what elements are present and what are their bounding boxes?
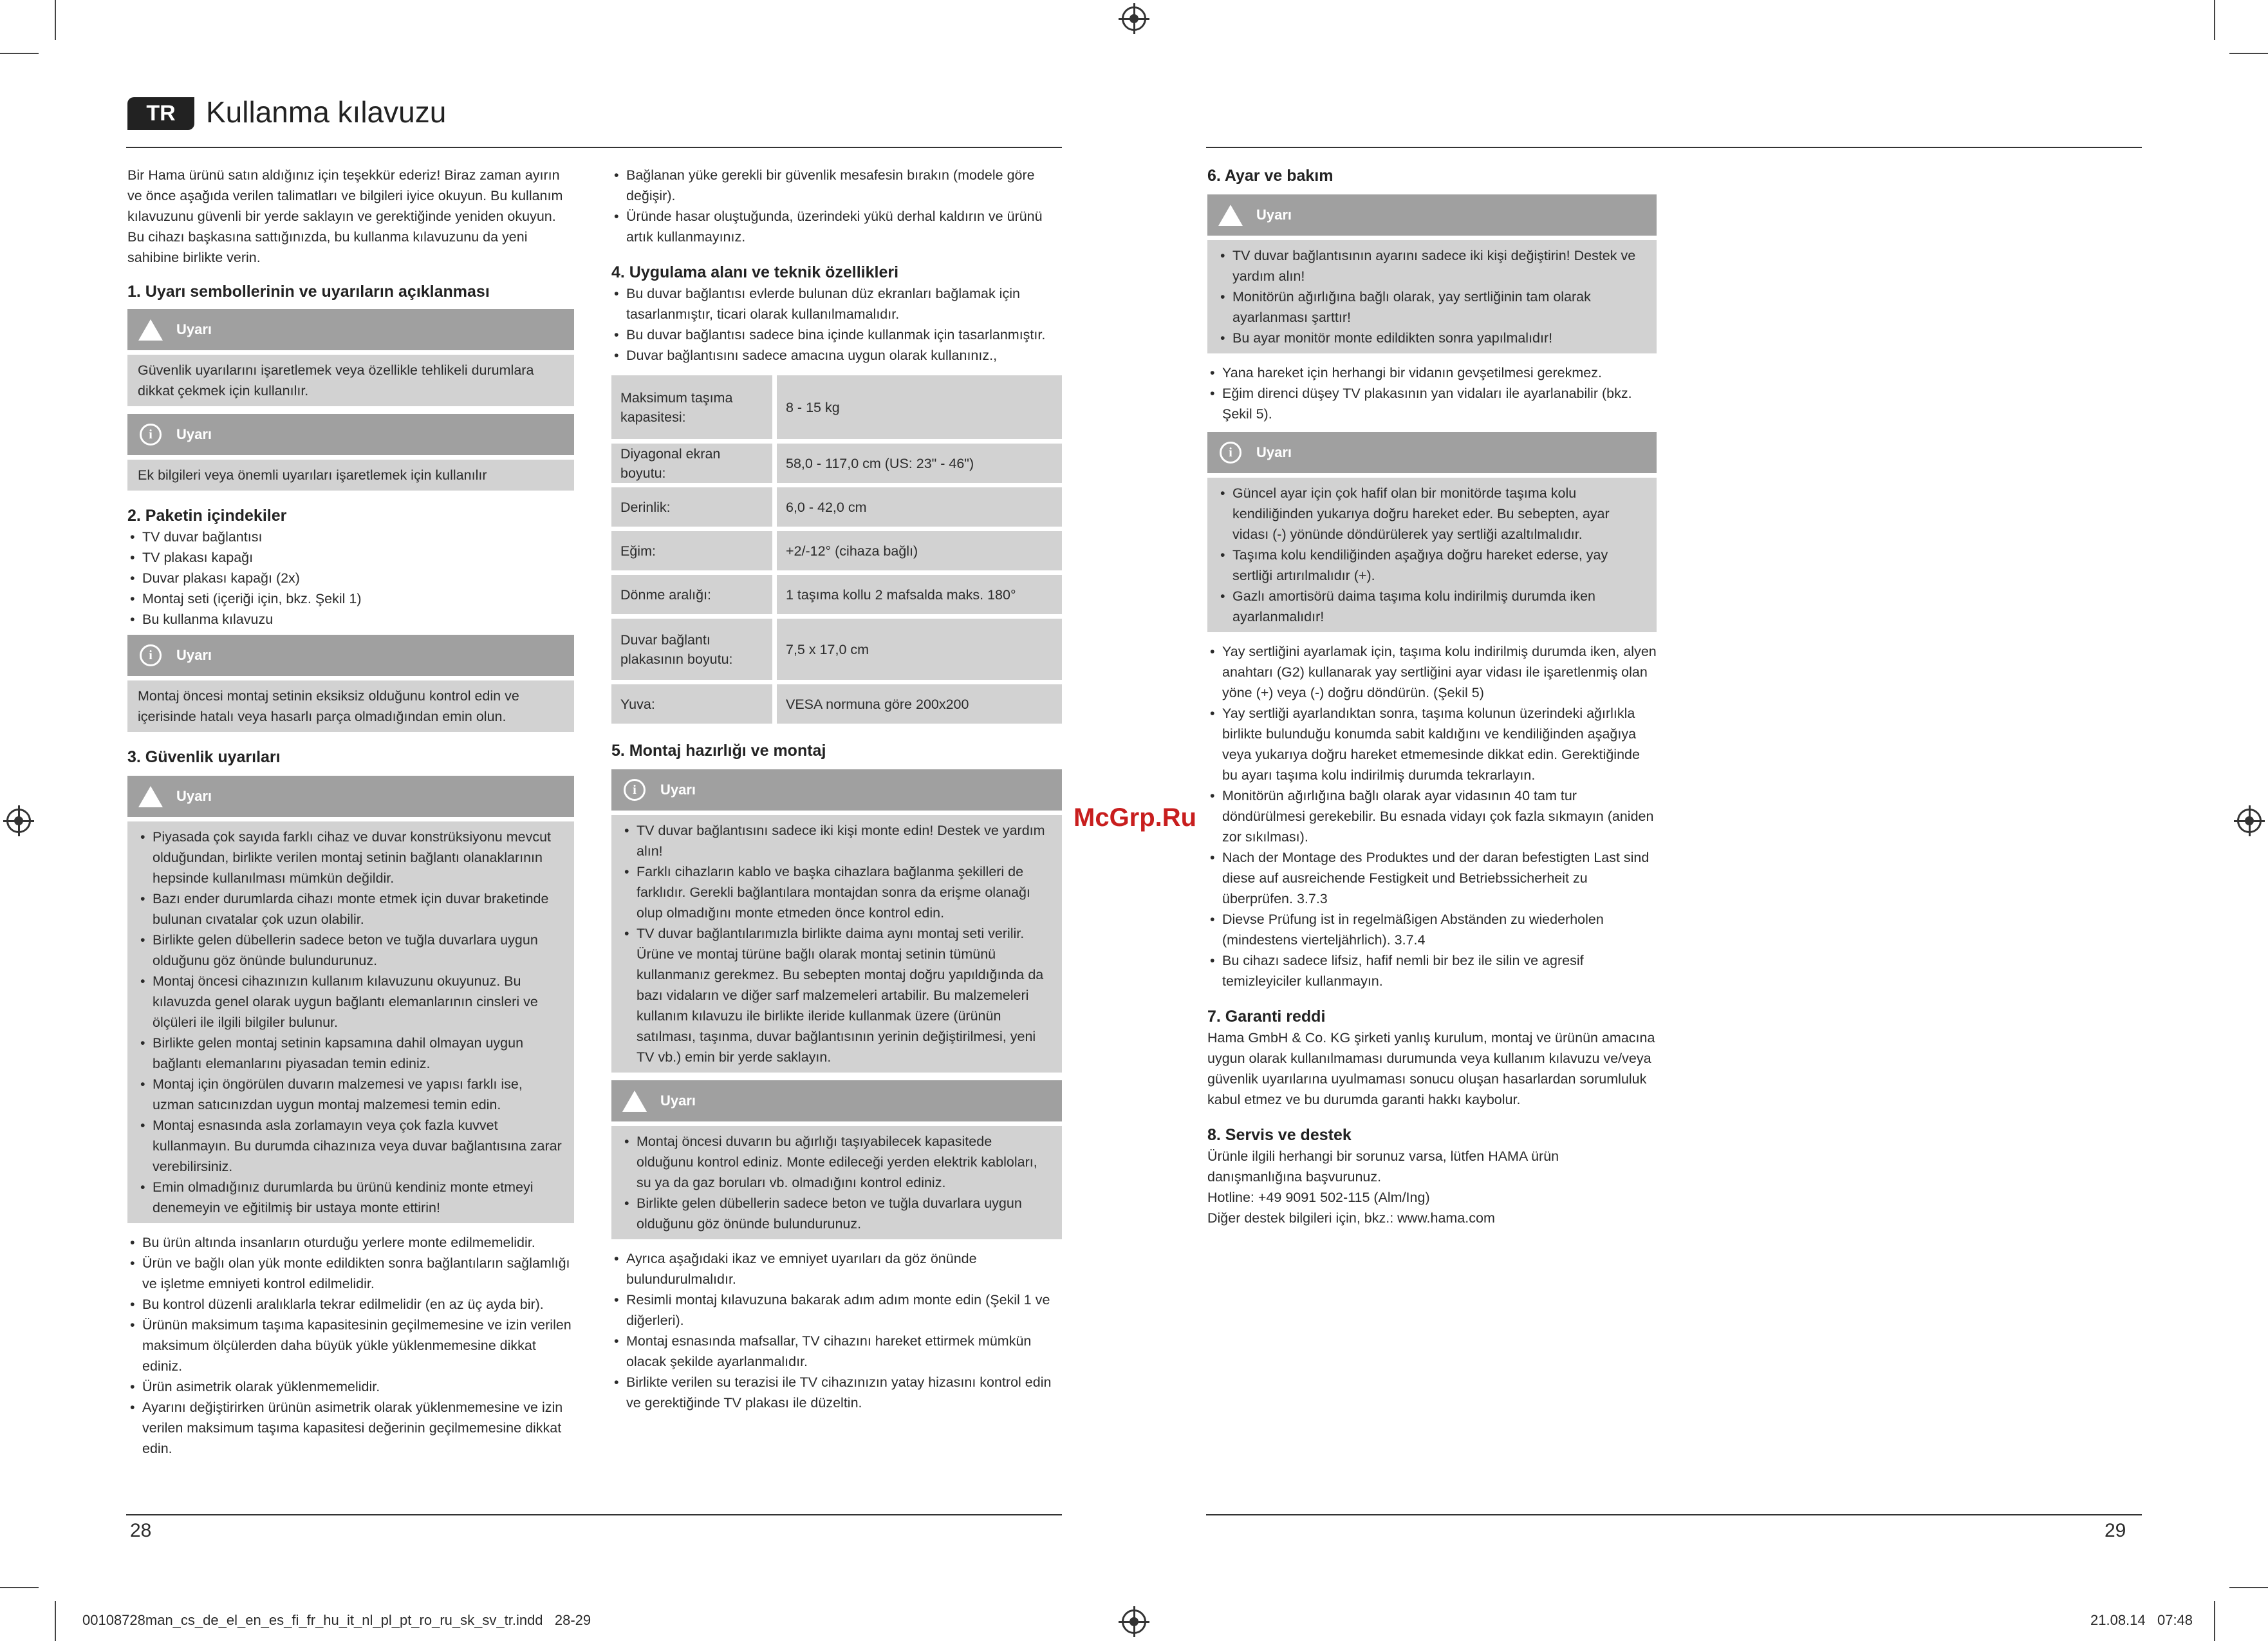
info-box [611, 769, 1062, 1073]
warning-body [611, 1126, 1062, 1239]
registration-mark-icon [1122, 6, 1146, 31]
list-item: • Bağlanan yüke gerekli bir güvenlik mesafesin bırakın (modele göre değişir). [611, 165, 1062, 206]
warning-head: Uyarı [127, 309, 574, 350]
warning-triangle-icon [138, 317, 163, 342]
warning-triangle-icon [622, 1088, 647, 1114]
crop-mark [2229, 53, 2268, 54]
section-3-title: 3. Güvenlik uyarıları [127, 748, 281, 766]
section-1-title: 1. Uyarı sembollerinin ve uyarıların açıklanması [127, 283, 490, 301]
table-row [611, 619, 1062, 680]
list-item: • Birlikte gelen dübellerin sadece beton ve tuğla duvarlara uygun olduğunu göz önünde bulundurunuz. [138, 930, 564, 971]
list-item: • Bu kullanma kılavuzu [127, 609, 574, 630]
service-line: Hotline: +49 9091 502-115 (Alm/Ing) [1207, 1190, 1430, 1205]
spec-key: Yuva: [611, 684, 777, 724]
list-item: • TV plakası kapağı [127, 547, 574, 568]
list-item: • Resimli montaj kılavuzuna bakarak adım adım monte edin (Şekil 1 ve diğerleri). [611, 1289, 1062, 1331]
list-item: • Güncel ayar için çok hafif olan bir monitörde taşıma kolu kendiliğinden yukarıya doğru hareket eder. Bu sebepten, ayar vidası (-) yönünde döndürülerek yay sertliği azaltılmalıdır. [1218, 483, 1646, 545]
spec-value: 7,5 x 17,0 cm [777, 619, 1062, 680]
list-item: • Yay sertliğini ayarlamak için, taşıma kolu indirilmiş durumda iken, alyen anahtarı (G2) kullanarak yay sertliğini ayar vidası ile işaretlenmiş olan yöne (+) veya (-) doğru döndürün. (Şekil 5) [1207, 641, 1657, 703]
warning-triangle-icon [1218, 202, 1243, 228]
warning-head: Uyarı [611, 1080, 1062, 1121]
safety-list-cont [611, 165, 1062, 247]
warning-head: Uyarı [1207, 194, 1657, 236]
list-item: • Montaj esnasında mafsallar, TV cihazını hareket ettirmek mümkün olacak şekilde ayarlanmalıdır. [611, 1331, 1062, 1372]
file-slug: 00108728man_cs_de_el_en_es_fi_fr_hu_it_nl_pl_pt_ro_ru_sk_sv_tr.indd 28-29 [82, 1612, 591, 1628]
section-4-title: 4. Uygulama alanı ve teknik özellikleri [611, 263, 899, 281]
list-item: • Bu kontrol düzenli aralıklarla tekrar edilmelidir (en az üç ayda bir). [127, 1294, 574, 1315]
section-8-title: 8. Servis ve destek [1207, 1126, 1352, 1144]
crop-mark [0, 53, 39, 54]
column-2 [611, 165, 1062, 1413]
crop-mark [2214, 1601, 2215, 1641]
header-rule-right [1206, 147, 2142, 148]
registration-mark-icon [2237, 809, 2262, 833]
info-icon: i [138, 642, 163, 668]
safety-list [127, 1232, 574, 1459]
lang-badge: TR [127, 97, 194, 130]
info-icon: i [138, 422, 163, 447]
list-item: • Duvar bağlantısını sadece amacına uygun olarak kullanınız., [611, 345, 1062, 366]
spec-key: Derinlik: [611, 487, 777, 527]
info-box [127, 635, 574, 732]
list-item: • Piyasada çok sayıda farklı cihaz ve duvar konstrüksiyonu mevcut olduğundan, birlikte verilen montaj setinin bağlantı olanaklarının hepsinde kullanılması mümkün değildir. [138, 827, 564, 888]
info-box [127, 414, 574, 491]
list-item: • Montaj esnasında asla zorlamayın veya çok fazla kuvvet kullanmayın. Bu durumda cihazınıza veya duvar bağlantısına zarar verebilirsiniz. [138, 1115, 564, 1177]
crop-mark [55, 0, 56, 40]
warning-body: Güvenlik uyarılarını işaretlemek veya özellikle tehlikeli durumlara dikkat çekmek için kullanılır. [127, 355, 574, 406]
service-line: Ürünle ilgili herhangi bir sorunuz varsa, lütfen HAMA ürün danışmanlığına başvurunuz. [1207, 1149, 1559, 1185]
list-item: • Bu ürün altında insanların oturduğu yerlere monte edilmemelidir. [127, 1232, 574, 1253]
info-head: i Uyarı [127, 635, 574, 676]
list-item: • Ürün ve bağlı olan yük monte edildikten sonra bağlantıların sağlamlığı ve işletme emniyeti kontrol edilmelidir. [127, 1253, 574, 1294]
list-item: • Nach der Montage des Produktes und der daran befestigten Last sind diese auf ausreichende Festigkeit und Betriebssicherheit zu überprüfen. 3.7.3 [1207, 847, 1657, 909]
section-6-title: 6. Ayar ve bakım [1207, 167, 1334, 185]
list-item: • TV duvar bağlantısı [127, 527, 574, 547]
list-item: • Farklı cihazların kablo ve başka cihazlara bağlanma şekilleri de farklıdır. Gerekli bağlantılara montajdan sonra da erişme olanağı olup olmadığını monte etmeden önce kontrol edin. [622, 861, 1052, 923]
section-2-title: 2. Paketin içindekiler [127, 507, 287, 525]
info-body: Ek bilgileri veya önemli uyarıları işaretlemek için kullanılır [127, 460, 574, 491]
list-item: • Eğim direnci düşey TV plakasının yan vidaları ile ayarlanabilir (bkz. Şekil 5). [1207, 383, 1657, 424]
list-item: • Ayrıca aşağıdaki ikaz ve emniyet uyarıları da göz önünde bulundurulmalıdır. [611, 1248, 1062, 1289]
info-head: i Uyarı [611, 769, 1062, 811]
warning-body [127, 821, 574, 1223]
spec-key: Maksimum taşıma kapasitesi: [611, 375, 777, 439]
column-3 [1207, 165, 1657, 1228]
watermark: McGrp.Ru [1074, 803, 1197, 832]
spec-value: 58,0 - 117,0 cm (US: 23" - 46") [777, 444, 1062, 483]
spec-key: Eğim: [611, 531, 777, 570]
list-item: • Bu duvar bağlantısı evlerde bulunan düz ekranları bağlamak için tasarlanmıştır, ticari olarak kullanılmamalıdır. [611, 283, 1062, 324]
page-number-left: 28 [130, 1520, 152, 1541]
spec-value: 6,0 - 42,0 cm [777, 487, 1062, 527]
warning-box [611, 1080, 1062, 1239]
table-row [611, 487, 1062, 527]
spec-value: 1 taşıma kollu 2 mafsalda maks. 180° [777, 575, 1062, 614]
spec-value: VESA normuna göre 200x200 [777, 684, 1062, 724]
info-icon: i [1218, 440, 1243, 465]
page-number-right: 29 [2105, 1520, 2126, 1541]
warning-box [1207, 194, 1657, 353]
list-item: • Gazlı amortisörü daima taşıma kolu indirilmiş durumda iken ayarlanmalıdır! [1218, 586, 1646, 627]
table-row [611, 444, 1062, 483]
list-item: • Dievse Prüfung ist in regelmäßigen Abständen zu wiederholen (mindestens vierteljährlich). 3.7.4 [1207, 909, 1657, 950]
table-row [611, 531, 1062, 570]
list-item: • Bazı ender durumlarda cihazı monte etmek için duvar braketinde bulunan cıvatalar çok uzun olabilir. [138, 888, 564, 930]
registration-mark-icon [6, 809, 31, 833]
footer-rule-right [1206, 1514, 2142, 1515]
list-item: • TV duvar bağlantılarımızla birlikte daima aynı montaj seti verilir. Ürüne ve montaj türüne bağlı olarak montaj setinin tümünü kullanmanız gerekmez. Bu sebepten montaj doğru yapıldığında da bazı vidaların ve diğer sarf malzemeleri artabilir. Bu malzemeleri kullanım kılavuzu ile birlikte ileride kullanmak üzere (ürünün satılması, taşınma, duvar bağlantısının yerinin değiştirilmesi, yeni TV vb.) emin bir yerde saklayın. [622, 923, 1052, 1067]
list-item: • Birlikte gelen montaj setinin kapsamına dahil olmayan uygun bağlantı elemanlarını piyasadan temin ediniz. [138, 1033, 564, 1074]
crop-mark [0, 1587, 39, 1588]
table-row [611, 375, 1062, 439]
info-body [611, 815, 1062, 1073]
spring-list [1207, 641, 1657, 991]
spec-key: Diyagonal ekran boyutu: [611, 444, 777, 483]
registration-mark-icon [1122, 1609, 1146, 1634]
list-item: • Ürün asimetrik olarak yüklenmemelidir. [127, 1376, 574, 1397]
spec-key: Dönme aralığı: [611, 575, 777, 614]
info-body [1207, 478, 1657, 632]
list-item: • Yana hareket için herhangi bir vidanın gevşetilmesi gerekmez. [1207, 362, 1657, 383]
warning-box [127, 309, 574, 406]
table-row [611, 684, 1062, 724]
spec-value: 8 - 15 kg [777, 375, 1062, 439]
mounting-list [611, 1248, 1062, 1413]
list-item: • Montaj öncesi duvarın bu ağırlığı taşıyabilecek kapasitede olduğunu kontrol ediniz. Monte edileceği yerden elektrik kabloları, su ya da gaz boruları vb. olmadığını kontrol ediniz. [622, 1131, 1052, 1193]
intro-text: Bir Hama ürünü satın aldığınız için teşekkür ederiz! Biraz zaman ayırın ve önce aşağıda verilen talimatları ve bilgileri iyice okuyun. Bu kullanım kılavuzunu güvenli bir yerde saklayın ve gerektiğinde yeniden okuyun. Bu cihazı başkasına sattığınızda, bu kullanma kılavuzunu da yeni sahibine birlikte verin. [127, 167, 563, 265]
usage-list [611, 283, 1062, 366]
package-list [127, 527, 574, 630]
list-item: • Üründe hasar oluştuğunda, üzerindeki yükü derhal kaldırın ve ürünü artık kullanmayınız. [611, 206, 1062, 247]
info-box [1207, 432, 1657, 632]
page-title: Kullanma kılavuzu [206, 95, 447, 129]
crop-mark [55, 1601, 56, 1641]
list-item: • Birlikte gelen dübellerin sadece beton ve tuğla duvarlara uygun olduğunu göz önünde bulundurunuz. [622, 1193, 1052, 1234]
info-icon: i [622, 777, 647, 803]
list-item: • Taşıma kolu kendiliğinden aşağıya doğru hareket ederse, yay sertliği artırılmalıdır (+). [1218, 545, 1646, 586]
list-item: • Montaj için öngörülen duvarın malzemesi ve yapısı farklı ise, uzman satıcınızdan uygun montaj malzemesi temin edin. [138, 1074, 564, 1115]
list-item: • Monitörün ağırlığına bağlı olarak ayar vidasının 40 tam tur döndürülmesi gerekebilir. Bu esnada vidayı çok fazla sıkmayın (aniden zor sıkılması). [1207, 785, 1657, 847]
list-item: • Bu cihazı sadece lifsiz, hafif nemli bir bez ile silin ve agresif temizleyiciler kullanmayın. [1207, 950, 1657, 991]
list-item: • Yay sertliği ayarlandıktan sonra, taşıma kolunun üzerindeki ağırlıkla birlikte bulunduğu konumda sabit kaldığını ve kendiliğinden aşağıya veya yukarıya doğru hareket etmemesinde dikkat edin. Gerektiğinde bu ayarı taşıma kolu indirilmiş durumda tekrarlayın. [1207, 703, 1657, 785]
list-item: • Montaj öncesi cihazınızın kullanım kılavuzunu okuyunuz. Bu kılavuzda genel olarak uygun bağlantı elemanlarının cinsleri ve ölçüleri ile ilgili bilgiler bulunur. [138, 971, 564, 1033]
list-item: • TV duvar bağlantısının ayarını sadece iki kişi değiştirin! Destek ve yardım alın! [1218, 245, 1646, 286]
section-5-title: 5. Montaj hazırlığı ve montaj [611, 742, 826, 760]
crop-mark [2214, 0, 2215, 40]
list-item: • Bu duvar bağlantısı sadece bina içinde kullanmak için tasarlanmıştır. [611, 324, 1062, 345]
list-item: • Birlikte verilen su terazisi ile TV cihazınızın yatay hizasını kontrol edin ve gerektiğinde TV plakası ile düzeltin. [611, 1372, 1062, 1413]
warranty-text: Hama GmbH & Co. KG şirketi yanlış kurulum, montaj ve ürünün amacına uygun olarak kullanılmaması durumunda veya kullanım kılavuzu ve/veya güvenlik uyarılarına uyulmaması sonucu oluşan hasarlardan sorumluluk kabul etmez ve bu durumda garanti hakkı kaybolur. [1207, 1030, 1655, 1107]
list-item: • Montaj seti (içeriği için, bkz. Şekil 1) [127, 588, 574, 609]
warning-body [1207, 240, 1657, 353]
warning-head: Uyarı [127, 776, 574, 817]
crop-mark [2229, 1587, 2268, 1588]
list-item: • Ürünün maksimum taşıma kapasitesinin geçilmemesine ve izin verilen maksimum ölçülerden daha büyük yükle yüklenmemesine dikkat ediniz. [127, 1315, 574, 1376]
service-line: Diğer destek bilgileri için, bkz.: www.hama.com [1207, 1210, 1495, 1226]
list-item: • Emin olmadığınız durumlarda bu ürünü kendiniz monte etmeyi denemeyin ve eğitilmiş bir ustaya monte ettirin! [138, 1177, 564, 1218]
info-head: i Uyarı [127, 414, 574, 455]
warning-box [127, 776, 574, 1223]
list-item: • Monitörün ağırlığına bağlı olarak, yay sertliğinin tam olarak ayarlanması şarttır! [1218, 286, 1646, 328]
date-slug: 21.08.14 07:48 [2090, 1612, 2193, 1628]
list-item: • Ayarını değiştirirken ürünün asimetrik olarak yüklenmemesine ve izin verilen maksimum taşıma kapasitesi değerinin geçilmemesine dikkat edin. [127, 1397, 574, 1459]
section-7-title: 7. Garanti reddi [1207, 1008, 1326, 1026]
header-rule-left [126, 147, 1062, 148]
footer-rule-left [126, 1514, 1062, 1515]
info-body: Montaj öncesi montaj setinin eksiksiz olduğunu kontrol edin ve içerisinde hatalı veya hasarlı parça olmadığından emin olun. [127, 680, 574, 732]
spec-table [611, 371, 1062, 728]
adjust-list [1207, 362, 1657, 424]
spec-key: Duvar bağlantı plakasının boyutu: [611, 619, 777, 680]
table-row [611, 575, 1062, 614]
list-item: • TV duvar bağlantısını sadece iki kişi monte edin! Destek ve yardım alın! [622, 820, 1052, 861]
column-1 [127, 165, 574, 1459]
warning-triangle-icon [138, 783, 163, 809]
info-head: i Uyarı [1207, 432, 1657, 473]
list-item: • Duvar plakası kapağı (2x) [127, 568, 574, 588]
spec-value: +2/-12° (cihaza bağlı) [777, 531, 1062, 570]
list-item: • Bu ayar monitör monte edildikten sonra yapılmalıdır! [1218, 328, 1646, 348]
